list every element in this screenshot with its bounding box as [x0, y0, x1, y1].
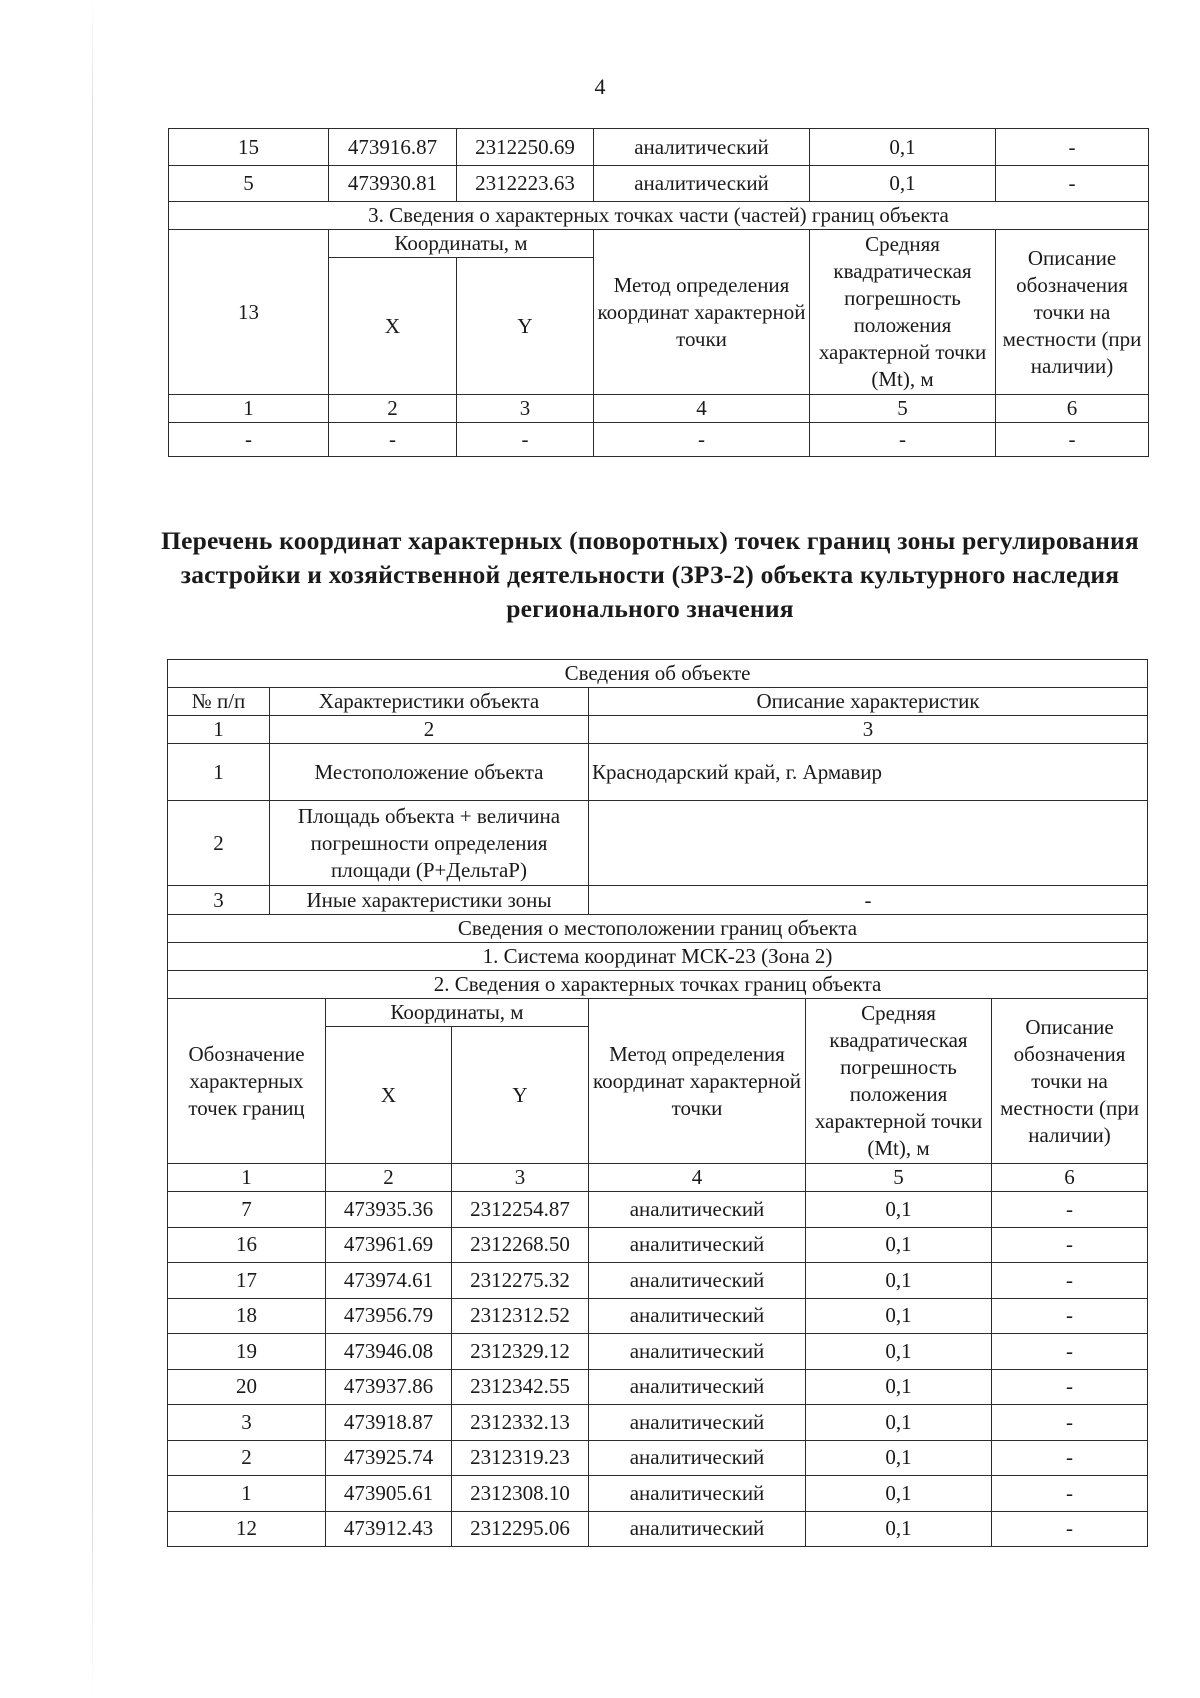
point-cell: 3 [168, 1405, 326, 1441]
desc-cell: - [992, 1440, 1148, 1476]
location-header: Сведения о местоположении границ объекта [168, 915, 1148, 943]
col-number: 2 [270, 716, 589, 744]
info-no-cell: 1 [168, 744, 270, 801]
x-cell: 473961.69 [326, 1227, 452, 1263]
empty-cell: - [594, 423, 810, 457]
col-number: 1 [168, 1164, 326, 1192]
info-char-cell: Иные характеристики зоны [270, 886, 589, 915]
method-cell: аналитический [589, 1192, 806, 1228]
desc-header: Описание обозначения точки на местности (при наличии) [996, 230, 1149, 395]
info-desc-cell [589, 801, 1148, 886]
info-desc-cell: Краснодарский край, г. Армавир [589, 744, 1148, 801]
desc-header: Описание обозначения точки на местности (при наличии) [992, 999, 1148, 1164]
point-label-header: Обозначение характерных точек границ [168, 999, 326, 1164]
table-row [168, 744, 1148, 801]
mt-cell: 0,1 [806, 1511, 992, 1547]
page-number: 4 [594, 74, 606, 99]
method-cell: аналитический [589, 1405, 806, 1441]
mt-cell: 0,1 [810, 166, 996, 202]
method-cell: аналитический [589, 1476, 806, 1512]
table-row [168, 1263, 1148, 1299]
y-header: Y [452, 1027, 589, 1164]
desc-cell: - [992, 1369, 1148, 1405]
col-number: 2 [329, 395, 457, 423]
y-cell: 2312268.50 [452, 1227, 589, 1263]
x-cell: 473946.08 [326, 1334, 452, 1370]
point-cell: 7 [168, 1192, 326, 1228]
col-no-header: № п/п [168, 688, 270, 716]
col-desc-header: Описание характеристик [589, 688, 1148, 716]
table-row [168, 1334, 1148, 1370]
object-info-table [167, 659, 1148, 1547]
section3-title: 3. Сведения о характерных точках части (частей) границ объекта [169, 202, 1149, 230]
y-cell: 2312254.87 [452, 1192, 589, 1228]
point-cell: 19 [168, 1334, 326, 1370]
info-char-cell: Местоположение объекта [270, 744, 589, 801]
point-cell: 5 [169, 166, 329, 202]
points-header: 2. Сведения о характерных точках границ объекта [168, 971, 1148, 999]
table-row [168, 1192, 1148, 1228]
mt-cell: 0,1 [806, 1334, 992, 1370]
mt-cell: 0,1 [806, 1369, 992, 1405]
col-number: 4 [589, 1164, 806, 1192]
x-cell: 473912.43 [326, 1511, 452, 1547]
y-header: Y [457, 258, 594, 395]
x-cell: 473905.61 [326, 1476, 452, 1512]
method-cell: аналитический [594, 166, 810, 202]
desc-cell: - [992, 1405, 1148, 1441]
col-number: 3 [452, 1164, 589, 1192]
desc-cell: - [992, 1192, 1148, 1228]
point-cell: 1 [168, 1476, 326, 1512]
x-cell: 473918.87 [326, 1405, 452, 1441]
x-cell: 473930.81 [329, 166, 457, 202]
coords-header: Координаты, м [329, 230, 594, 258]
table-row [168, 1511, 1148, 1547]
x-header: X [326, 1027, 452, 1164]
point-cell: 12 [168, 1511, 326, 1547]
part-label: 13 [169, 230, 329, 395]
y-cell: 2312312.52 [452, 1298, 589, 1334]
col-number: 1 [168, 716, 270, 744]
y-cell: 2312308.10 [452, 1476, 589, 1512]
empty-cell: - [457, 423, 594, 457]
method-cell: аналитический [589, 1334, 806, 1370]
column-numbers-row [169, 395, 1149, 423]
empty-cell: - [329, 423, 457, 457]
desc-cell: - [992, 1298, 1148, 1334]
col-number: 3 [589, 716, 1148, 744]
y-cell: 2312329.12 [452, 1334, 589, 1370]
document-title: Перечень координат характерных (поворотных) точек границ зоны регулирования застройки и хозяйственной деятельности (ЗРЗ-2) объекта культурного наследия регионального значения [161, 526, 1139, 623]
table-row [168, 1476, 1148, 1512]
empty-cell: - [996, 423, 1149, 457]
y-cell: 2312275.32 [452, 1263, 589, 1299]
desc-cell: - [992, 1263, 1148, 1299]
y-cell: 2312332.13 [452, 1405, 589, 1441]
info-no-cell: 2 [168, 801, 270, 886]
table-row [169, 166, 1149, 202]
desc-cell: - [992, 1476, 1148, 1512]
mt-cell: 0,1 [806, 1227, 992, 1263]
x-cell: 473956.79 [326, 1298, 452, 1334]
scan-margin-line [92, 0, 93, 1698]
x-header: X [329, 258, 457, 395]
x-cell: 473916.87 [329, 129, 457, 166]
y-cell: 2312342.55 [452, 1369, 589, 1405]
method-cell: аналитический [589, 1298, 806, 1334]
point-cell: 20 [168, 1369, 326, 1405]
x-cell: 473974.61 [326, 1263, 452, 1299]
mt-cell: 0,1 [806, 1263, 992, 1299]
desc-cell: - [996, 129, 1149, 166]
mt-header: Средняя квадратическая погрешность положения характерной точки (Mt), м [810, 230, 996, 395]
col-number: 5 [810, 395, 996, 423]
method-cell: аналитический [589, 1440, 806, 1476]
empty-cell: - [169, 423, 329, 457]
table-row [168, 886, 1148, 915]
top-coordinates-table [168, 128, 1149, 457]
col-number: 6 [992, 1164, 1148, 1192]
x-cell: 473935.36 [326, 1192, 452, 1228]
mt-header: Средняя квадратическая погрешность положения характерной точки (Mt), м [806, 999, 992, 1164]
info-desc-cell: - [589, 886, 1148, 915]
col-number: 4 [594, 395, 810, 423]
coords-header: Координаты, м [326, 999, 589, 1027]
y-cell: 2312295.06 [452, 1511, 589, 1547]
col-number: 2 [326, 1164, 452, 1192]
method-cell: аналитический [594, 129, 810, 166]
mt-cell: 0,1 [806, 1405, 992, 1441]
table-row [168, 1440, 1148, 1476]
mt-cell: 0,1 [806, 1298, 992, 1334]
column-numbers-row [168, 1164, 1148, 1192]
desc-cell: - [992, 1227, 1148, 1263]
coord-system: 1. Система координат МСК-23 (Зона 2) [168, 943, 1148, 971]
empty-cell: - [810, 423, 996, 457]
table-row [168, 1405, 1148, 1441]
table-row [168, 1227, 1148, 1263]
method-cell: аналитический [589, 1369, 806, 1405]
point-cell: 17 [168, 1263, 326, 1299]
point-cell: 15 [169, 129, 329, 166]
x-cell: 473925.74 [326, 1440, 452, 1476]
point-cell: 18 [168, 1298, 326, 1334]
col-number: 5 [806, 1164, 992, 1192]
method-header: Метод определения координат характерной точки [594, 230, 810, 395]
info-header: Сведения об объекте [168, 660, 1148, 688]
col-char-header: Характеристики объекта [270, 688, 589, 716]
y-cell: 2312319.23 [452, 1440, 589, 1476]
table-row [168, 801, 1148, 886]
info-no-cell: 3 [168, 886, 270, 915]
x-cell: 473937.86 [326, 1369, 452, 1405]
desc-cell: - [992, 1334, 1148, 1370]
mt-cell: 0,1 [810, 129, 996, 166]
point-cell: 16 [168, 1227, 326, 1263]
y-cell: 2312223.63 [457, 166, 594, 202]
col-number: 3 [457, 395, 594, 423]
table-row [169, 423, 1149, 457]
table-row [168, 1369, 1148, 1405]
col-number: 1 [169, 395, 329, 423]
col-number: 6 [996, 395, 1149, 423]
method-cell: аналитический [589, 1263, 806, 1299]
y-cell: 2312250.69 [457, 129, 594, 166]
info-char-cell: Площадь объекта + величина погрешности определения площади (P+ДельтаP) [270, 801, 589, 886]
desc-cell: - [992, 1511, 1148, 1547]
mt-cell: 0,1 [806, 1440, 992, 1476]
mt-cell: 0,1 [806, 1476, 992, 1512]
mt-cell: 0,1 [806, 1192, 992, 1228]
method-cell: аналитический [589, 1227, 806, 1263]
point-cell: 2 [168, 1440, 326, 1476]
table-row [169, 129, 1149, 166]
method-cell: аналитический [589, 1511, 806, 1547]
method-header: Метод определения координат характерной точки [589, 999, 806, 1164]
table-row [168, 1298, 1148, 1334]
desc-cell: - [996, 166, 1149, 202]
